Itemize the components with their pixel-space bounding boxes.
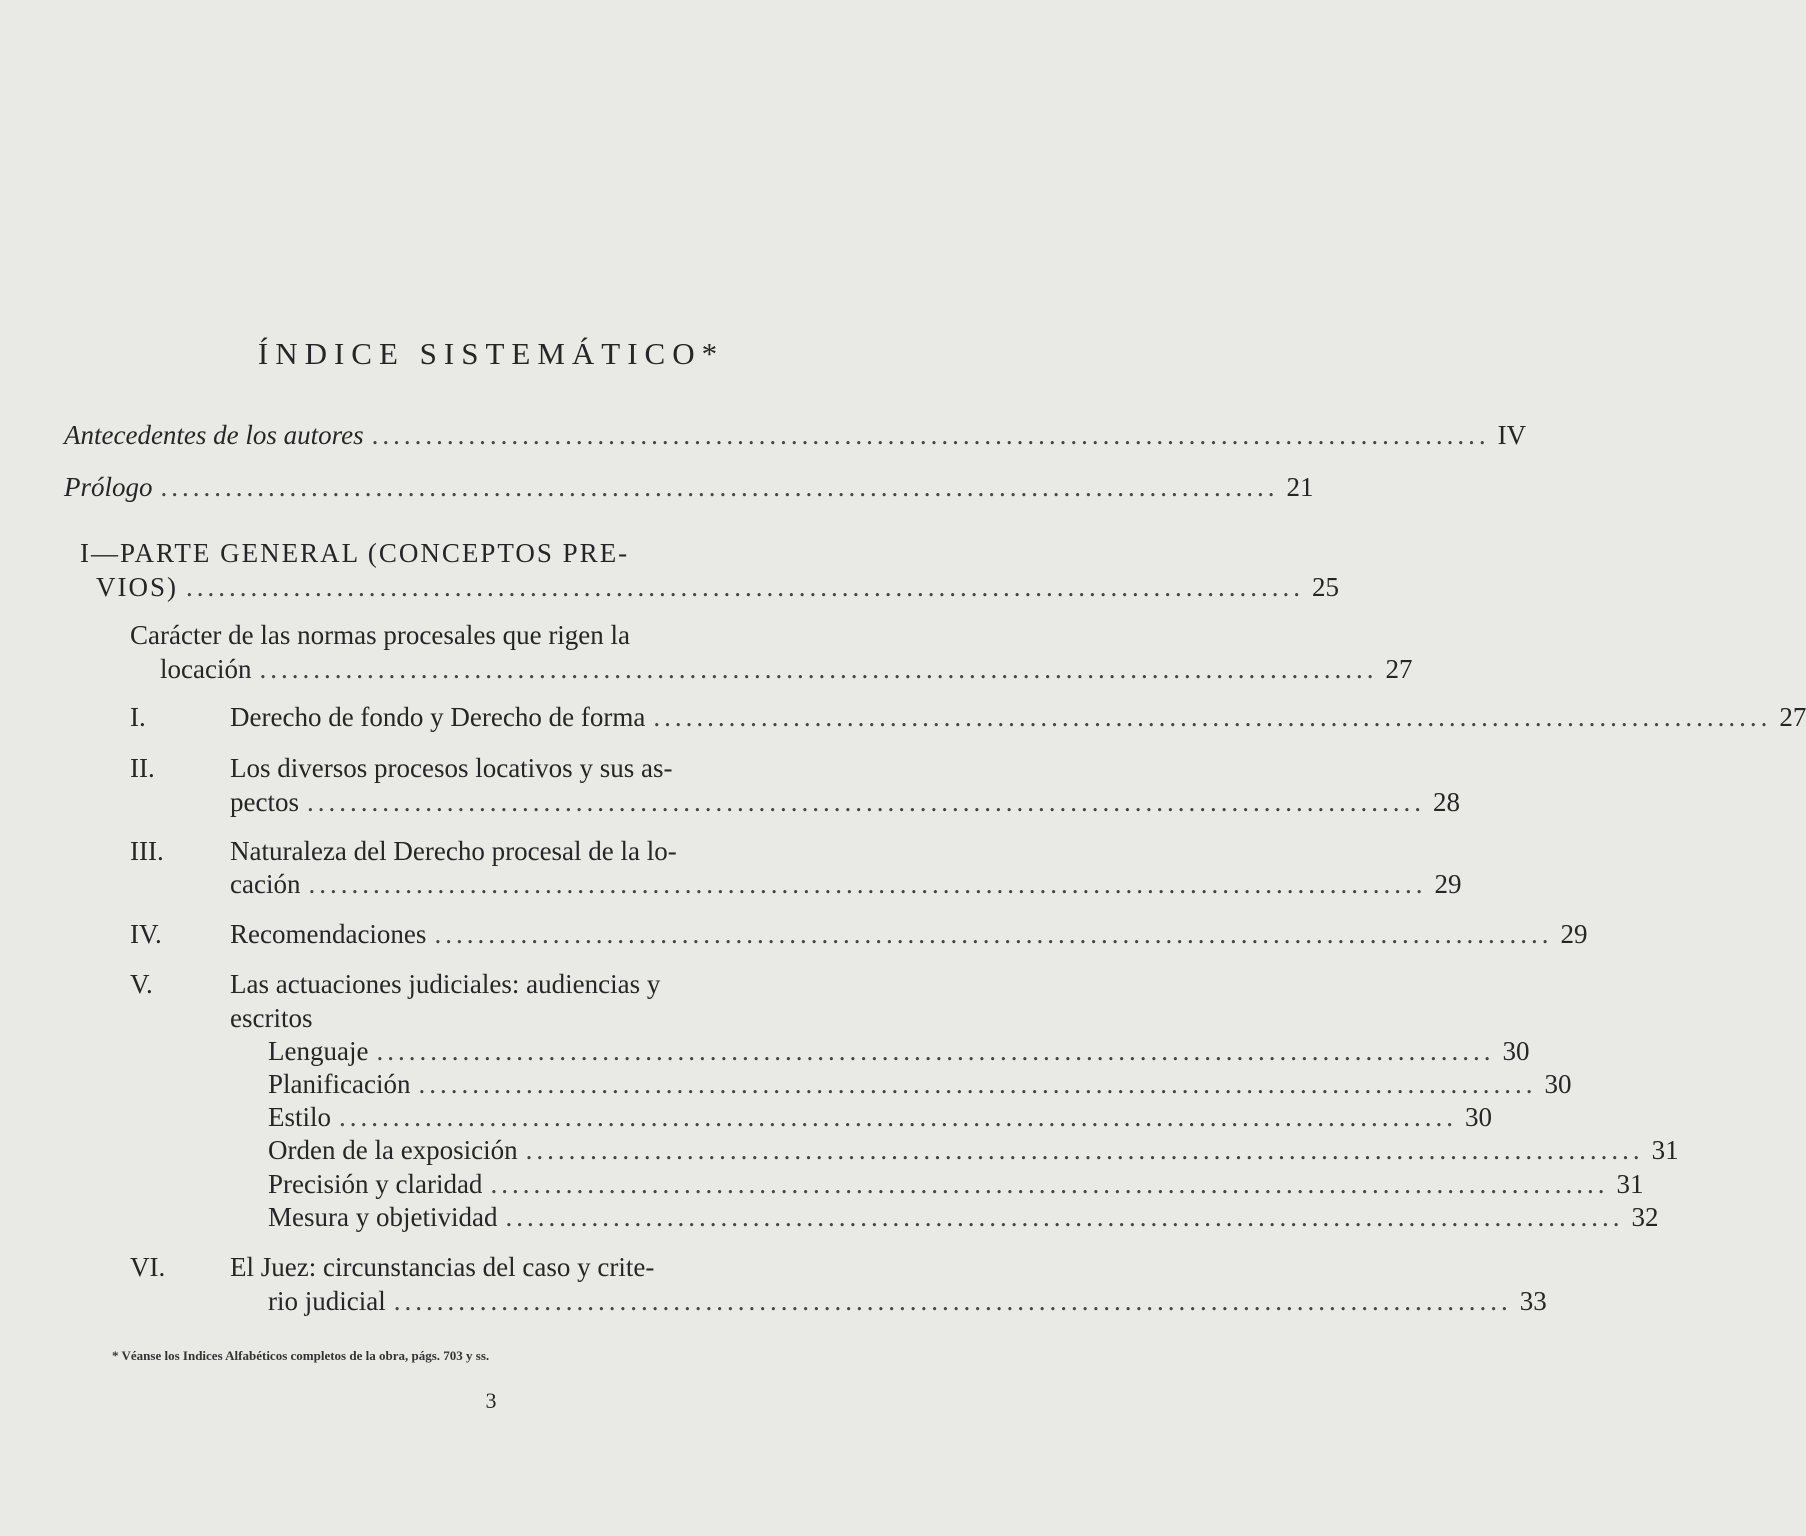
section-number: VI. [130,1252,166,1282]
toc-entry-text: Precisión y claridad [268,1169,483,1199]
toc-subitem-mesura [268,1200,1659,1234]
leader-dots: ........................................................................................................ [653,702,1772,732]
toc-entry-section-5-line1: Las actuaciones judiciales: audiencias y [230,969,661,999]
footnote: * Véanse los Indices Alfabéticos completos de la obra, págs. 703 y ss. [112,1348,490,1363]
section-number: IV. [130,919,162,949]
toc-page-number: 31 [1651,1135,1679,1165]
leader-dots: ........................................................................................................ [525,1135,1644,1165]
toc-entry-text: Orden de la exposición [268,1135,518,1165]
toc-page-number: 33 [1519,1286,1547,1316]
toc-page-number: IV [1497,420,1527,450]
leader-dots: ........................................................................................................ [371,420,1490,450]
toc-entry-text: Recomendaciones [230,919,427,949]
section-number: II. [130,753,155,783]
leader-dots: ........................................................................................................ [308,869,1427,899]
toc-entry-text: Prólogo [64,472,153,502]
toc-entry-text: Derecho de fondo y Derecho de forma [230,702,646,732]
toc-entry-section-3 [230,867,1462,901]
toc-entry-section-6 [268,1284,1547,1318]
toc-entry-section-3-line1: Naturaleza del Derecho procesal de la lo- [230,836,677,866]
section-number: I. [130,702,146,732]
toc-page-number: 29 [1560,919,1588,949]
toc-subitem-lenguaje [268,1034,1530,1068]
toc-entry-text: rio judicial [268,1286,386,1316]
toc-entry-text: Planificación [268,1069,411,1099]
toc-page-number: 27 [1385,654,1413,684]
leader-dots: ........................................................................................................ [418,1069,1537,1099]
toc-entry-text: Lenguaje [268,1036,369,1066]
toc-page-number: 31 [1616,1169,1644,1199]
leader-dots: ........................................................................................................ [505,1202,1624,1232]
leader-dots: ........................................................................................................ [339,1102,1458,1132]
toc-entry-text: locación [160,654,252,684]
toc-page-number: 27 [1779,702,1806,732]
toc-page-number: 30 [1465,1102,1493,1132]
toc-entry-part1 [96,570,1339,604]
toc-subitem-orden [268,1133,1679,1167]
leader-dots: ........................................................................................................ [259,654,1378,684]
leader-dots: ........................................................................................................ [306,787,1425,817]
toc-entry-text: pectos [230,787,299,817]
part-heading-line2: VIOS) [96,572,178,602]
leader-dots: ........................................................................................................ [393,1286,1512,1316]
toc-page-number: 30 [1502,1036,1530,1066]
toc-entry-text: Mesura y objetividad [268,1202,498,1232]
toc-entry-section-1 [230,700,1806,734]
leader-dots: ........................................................................................................ [160,472,1279,502]
toc-entry-caracter-line1: Carácter de las normas procesales que rigen la [130,620,631,650]
section-number: III. [130,836,164,866]
toc-page-number: 29 [1434,869,1462,899]
toc-entry-antecedentes [64,418,1527,452]
toc-subitem-precision [268,1167,1644,1201]
toc-page-number: 21 [1286,472,1314,502]
toc-entry-text: cación [230,869,301,899]
toc-entry-section-5-line2: escritos [230,1003,313,1033]
part-heading-line1: I—PARTE GENERAL (CONCEPTOS PRE- [80,538,630,568]
toc-entry-caracter [160,652,1413,686]
toc-entry-section-2-line1: Los diversos procesos locativos y sus as- [230,753,673,783]
toc-entry-text: Estilo [268,1102,332,1132]
toc-page-number: 32 [1631,1202,1659,1232]
toc-entry-prologo [64,470,1314,504]
toc-entry-section-2 [230,785,1460,819]
toc-page-number: 28 [1432,787,1460,817]
leader-dots: ........................................................................................................ [434,919,1553,949]
toc-page-number: 25 [1312,572,1339,602]
toc-subitem-planificacion [268,1067,1572,1101]
toc-entry-text: Antecedentes de los autores [64,420,364,450]
toc-subitem-estilo [268,1100,1493,1134]
toc-entry-section-4 [230,917,1588,951]
leader-dots: ........................................................................................................ [186,572,1304,602]
leader-dots: ........................................................................................................ [490,1169,1609,1199]
toc-page-number: 30 [1544,1069,1572,1099]
page-number: 3 [485,1388,497,1413]
section-number: V. [130,969,153,999]
toc-entry-section-6-line1: El Juez: circunstancias del caso y crite- [230,1252,655,1282]
leader-dots: ........................................................................................................ [376,1036,1495,1066]
page-title: ÍNDICE SISTEMÁTICO* [257,336,725,371]
